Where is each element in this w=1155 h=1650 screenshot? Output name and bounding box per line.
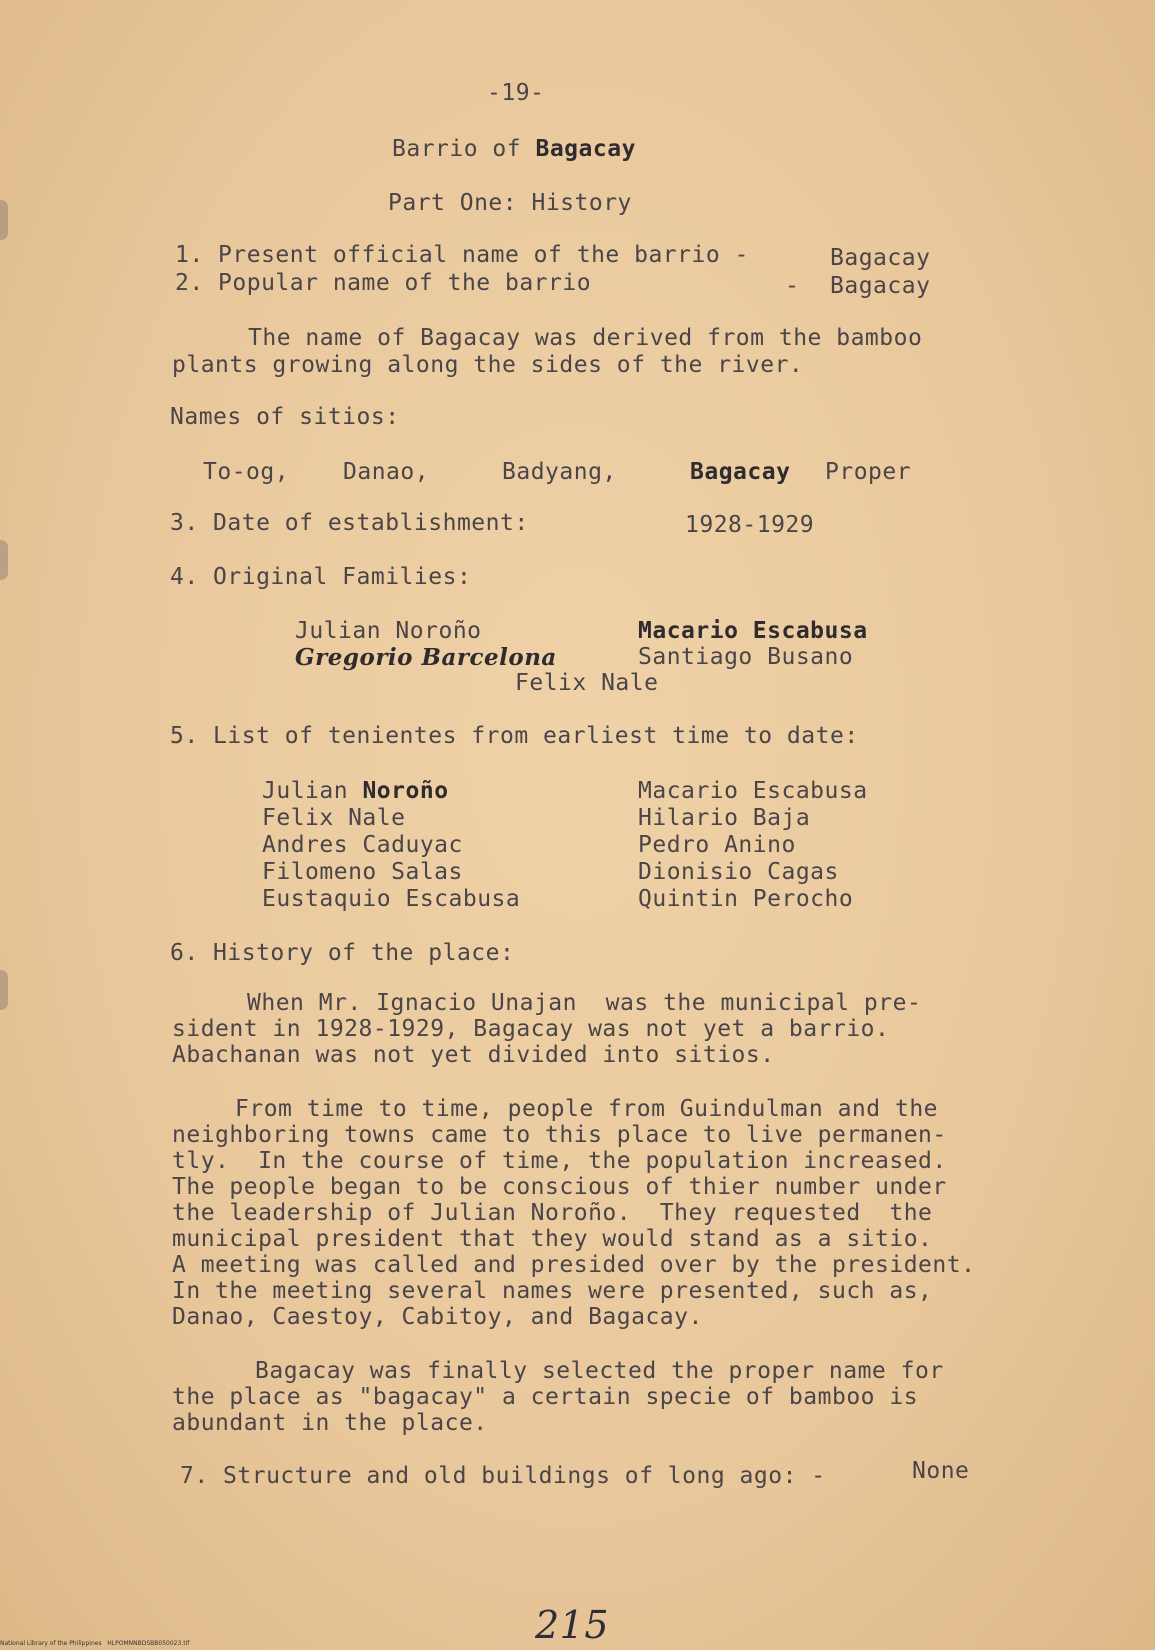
- history-line: From time to time, people from Guindulman and the: [235, 1096, 939, 1122]
- item-1-label: 1. Present official name of the barrio -: [175, 242, 749, 268]
- establishment-label: 3. Date of establishment:: [170, 510, 529, 536]
- binding-hole: [0, 540, 8, 580]
- history-line: Bagacay was finally selected the proper name for: [255, 1358, 944, 1384]
- title-barrio-name: Bagacay: [535, 136, 636, 162]
- title: [392, 136, 636, 163]
- sitio: Badyang,: [502, 459, 617, 485]
- handwritten-page-number: 215: [535, 1603, 610, 1647]
- teniente: Hilario Baja: [638, 805, 811, 831]
- structures-value: None: [912, 1458, 970, 1484]
- history-line: tly. In the course of time, the population increased.: [172, 1148, 947, 1174]
- history-line: When Mr. Ignacio Unajan was the municipal pre-: [247, 990, 922, 1016]
- families-heading: 4. Original Families:: [170, 564, 472, 590]
- history-line: A meeting was called and presided over by the president.: [172, 1252, 976, 1278]
- structures-label: 7. Structure and old buildings of long ago: -: [180, 1463, 826, 1489]
- family-name: Gregorio Barcelona: [295, 644, 557, 671]
- history-line: municipal president that they would stand as a sitio.: [172, 1226, 933, 1252]
- page-number: -19-: [487, 80, 545, 106]
- part-heading: Part One: History: [388, 190, 632, 216]
- teniente: Filomeno Salas: [262, 859, 463, 885]
- teniente: Julian Noroño: [262, 778, 449, 804]
- history-line: the leadership of Julian Noroño. They requested the: [172, 1200, 933, 1226]
- item-1-value: Bagacay: [830, 245, 931, 271]
- archive-footer: National Library of the Philippines HLPOMNNBDSBB050023.tif: [0, 1640, 190, 1647]
- history-line: In the meeting several names were presented, such as,: [172, 1278, 933, 1304]
- item-2-dash: -: [785, 273, 800, 299]
- item-2-label: 2. Popular name of the barrio: [175, 270, 592, 296]
- history-line: Abachanan was not yet divided into sitios.: [172, 1042, 775, 1068]
- title-prefix: Barrio of: [392, 136, 522, 162]
- establishment-value: 1928-1929: [685, 512, 815, 538]
- teniente: Dionisio Cagas: [638, 859, 839, 885]
- binding-hole: [0, 200, 8, 240]
- origin-line: plants growing along the sides of the river.: [172, 352, 804, 378]
- item-2-value: Bagacay: [830, 273, 931, 299]
- teniente: Eustaquio Escabusa: [262, 886, 521, 912]
- tenientes-heading: 5. List of tenientes from earliest time to date:: [170, 723, 859, 749]
- teniente: Pedro Anino: [638, 832, 796, 858]
- history-line: neighboring towns came to this place to live permanen-: [172, 1122, 947, 1148]
- family-name: Julian Noroño: [295, 618, 482, 644]
- teniente: Macario Escabusa: [638, 778, 868, 804]
- sitio: Bagacay: [690, 459, 791, 485]
- history-line: the place as "bagacay" a certain specie of bamboo is: [172, 1384, 919, 1410]
- family-name: Felix Nale: [515, 670, 659, 696]
- history-line: abundant in the place.: [172, 1410, 488, 1436]
- origin-line: The name of Bagacay was derived from the bamboo: [248, 325, 923, 351]
- history-heading: 6. History of the place:: [170, 940, 515, 966]
- sitio: Proper: [825, 459, 912, 485]
- sitios-heading: Names of sitios:: [170, 404, 400, 430]
- teniente: Andres Caduyac: [262, 832, 463, 858]
- history-line: The people began to be conscious of thier number under: [172, 1174, 947, 1200]
- binding-hole: [0, 970, 8, 1010]
- history-line: Danao, Caestoy, Cabitoy, and Bagacay.: [172, 1304, 703, 1330]
- teniente: Felix Nale: [262, 805, 406, 831]
- teniente: Quintin Perocho: [638, 886, 854, 912]
- sitio: To-og,: [203, 459, 290, 485]
- family-name: Macario Escabusa: [638, 618, 868, 644]
- history-line: sident in 1928-1929, Bagacay was not yet a barrio.: [172, 1016, 890, 1042]
- family-name: Santiago Busano: [638, 644, 854, 670]
- sitio: Danao,: [343, 459, 430, 485]
